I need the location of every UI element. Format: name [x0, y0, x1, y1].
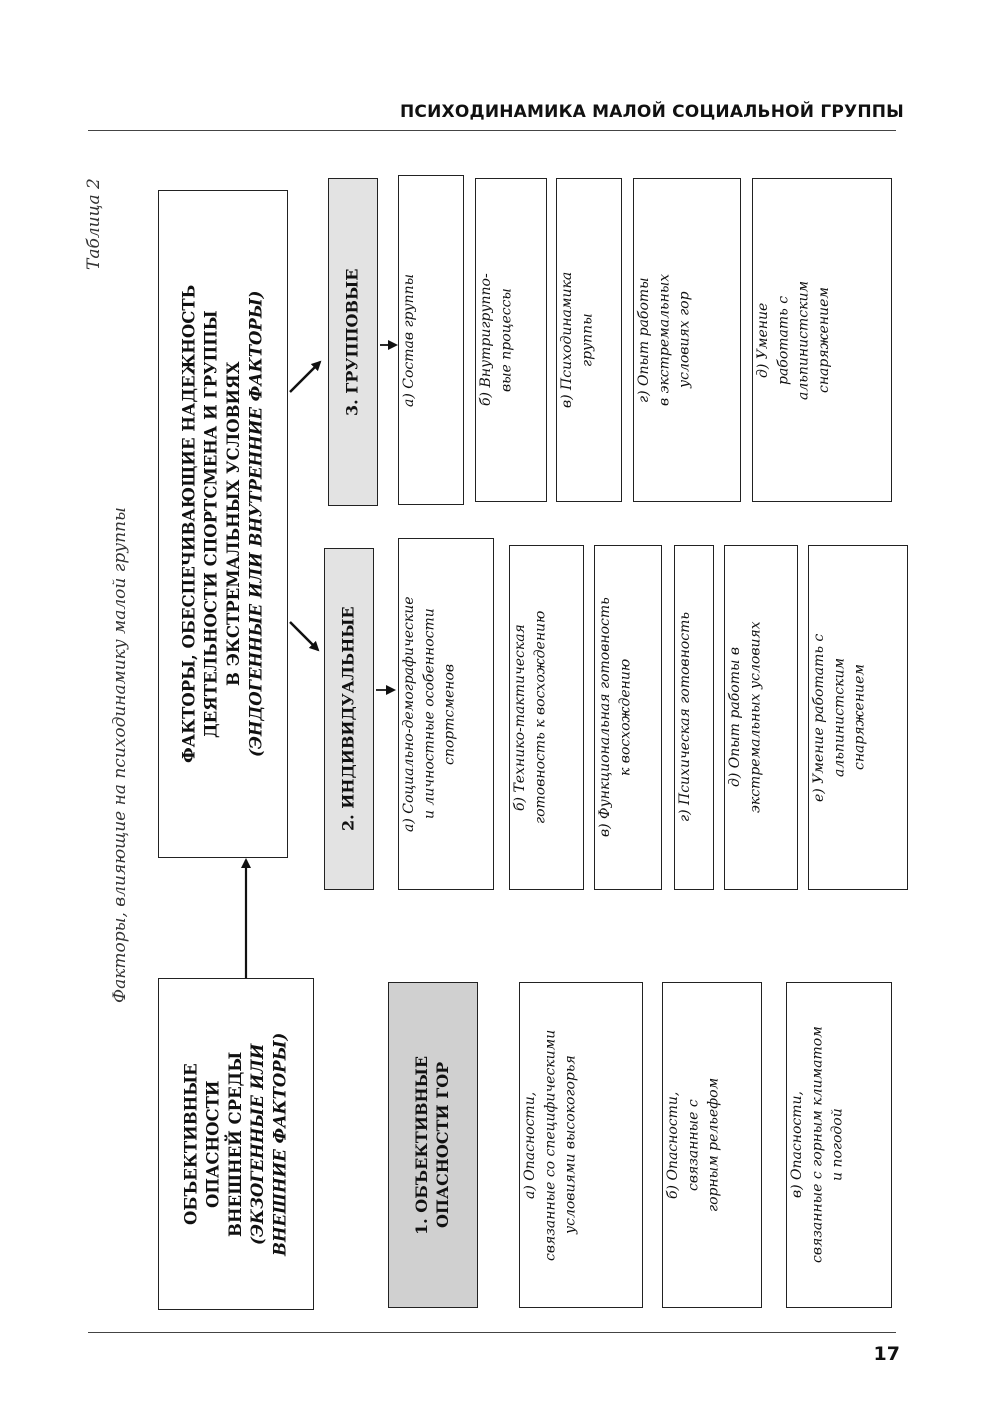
column1-title-line: ОПАСНОСТИ ГОР: [433, 1061, 452, 1229]
item-line: и личностные особенности: [421, 608, 438, 820]
item-line: г) Психическая готовность: [677, 612, 693, 823]
item-line: а) Опасности,: [522, 1091, 538, 1199]
external-factors-line: ОБЪЕКТИВНЫЕ: [181, 1063, 201, 1225]
item-line: в) Функциональная готовность: [597, 597, 613, 838]
item-line: г) Опыт работы: [636, 277, 652, 403]
item-line: а) Социально-демографические: [401, 596, 417, 832]
internal-factors-line: ДЕЯТЕЛЬНОСТИ СПОРТСМЕНА И ГРУППЫ: [201, 310, 221, 738]
item-line: б) Технико-тактическая: [512, 624, 528, 811]
item-line: связанные с: [685, 1099, 702, 1191]
item-line: е) Умение работать с: [811, 633, 827, 802]
page-number: 17: [873, 1343, 900, 1365]
external-factors-line: ОПАСНОСТИ: [203, 1080, 223, 1208]
item-line: группы: [579, 313, 596, 367]
column3-title-line: 3. ГРУППОВЫЕ: [342, 268, 362, 416]
external-factors-line: ВНЕШНЕЙ СРЕДЫ: [225, 1051, 245, 1237]
item-line: условиями высокогорья: [562, 1055, 579, 1235]
item-line: в) Психодинамика: [559, 271, 575, 409]
item-line: и погодой: [829, 1108, 846, 1182]
item-line: б) Опасности,: [665, 1091, 681, 1199]
item-line: б) Внутригруппо-: [478, 273, 494, 407]
table-caption: Факторы, влияющие на психодинамику малой группы: [110, 507, 130, 1003]
item-line: д) Умение: [755, 302, 771, 378]
item-line: к восхождению: [617, 658, 634, 777]
internal-factors-line: В ЭКСТРЕМАЛЬНЫХ УСЛОВИЯХ: [224, 361, 243, 687]
item-line: д) Опыт работы в: [727, 647, 743, 788]
arrow-to-group: [290, 362, 320, 392]
item-line: альпинистским: [831, 657, 848, 778]
item-line: вые процессы: [498, 288, 515, 392]
item-line: работать с: [775, 295, 792, 385]
arrow-to-individual: [290, 622, 318, 650]
item-line: снаряжением: [851, 664, 868, 771]
column1-title-line: 1. ОБЪЕКТИВНЫЕ: [412, 1055, 432, 1235]
item-line: спортсменов: [441, 663, 458, 765]
external-factors-line: ВНЕШНИЕ ФАКТОРЫ): [270, 1032, 290, 1256]
column2-title-line: 2. ИНДИВИДУАЛЬНЫЕ: [338, 606, 358, 832]
item-line: альпинистским: [795, 280, 812, 400]
item-line: в) Опасности,: [789, 1091, 805, 1199]
item-line: связанные с горным климатом: [809, 1026, 826, 1264]
item-line: в экстремальных: [656, 273, 673, 407]
internal-factors-line: (ЭНДОГЕННЫЕ ИЛИ ВНУТРЕННИЕ ФАКТОРЫ): [246, 290, 266, 758]
item-line: связанные со специфическими: [542, 1029, 559, 1261]
item-line: экстремальных условиях: [747, 621, 764, 814]
item-line: снаряжением: [815, 287, 832, 393]
item-line: а) Состав группы: [401, 273, 417, 407]
item-line: горным рельефом: [705, 1077, 722, 1213]
item-line: готовность к восхождению: [532, 610, 549, 825]
item-line: условиях гор: [676, 291, 693, 389]
table-label: Таблица 2: [84, 178, 104, 270]
internal-factors-line: ФАКТОРЫ, ОБЕСПЕЧИВАЮЩИЕ НАДЕЖНОСТЬ: [179, 284, 199, 764]
external-factors-line: (ЭКЗОГЕННЫЕ ИЛИ: [248, 1043, 268, 1245]
running-header: ПСИХОДИНАМИКА МАЛОЙ СОЦИАЛЬНОЙ ГРУППЫ: [399, 102, 904, 122]
